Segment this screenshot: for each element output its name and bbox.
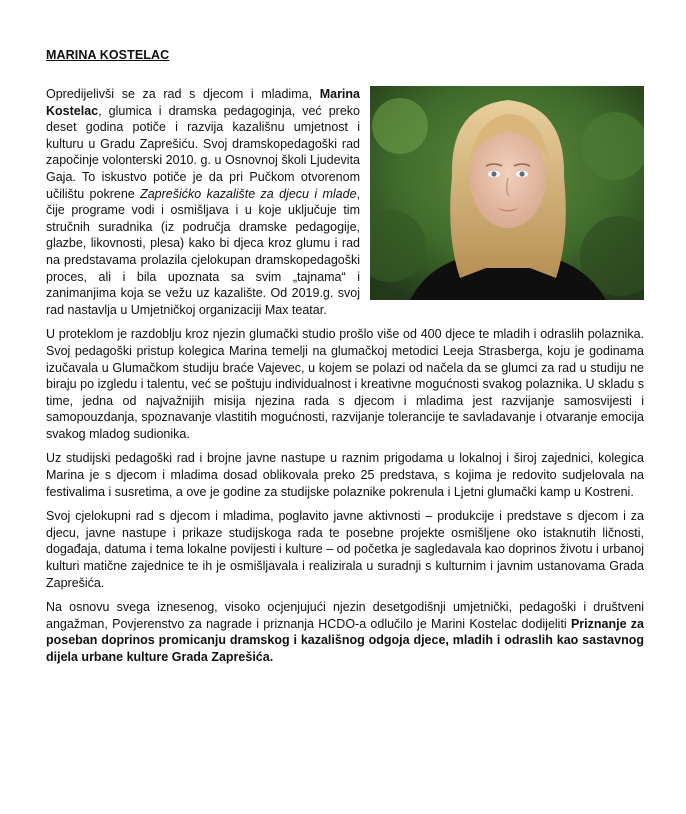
award-text-a: Na osnovu svega iznesenog, visoko ocjenjujući njezin desetgodišnji umjetnički, pedagoški i društveni angažman, Povjerenstvo za nagrade i priznanja HCDO-a odlučilo je Marini Kostelac dodijeliti [46, 600, 644, 631]
document-title: MARINA KOSTELAC [46, 48, 170, 62]
paragraph-studio: U proteklom je razdoblju kroz njezin glumački studio prošlo više od 400 djece te mladih i odraslih polaznika. Svoj pedagoški pristup kolegica Marina temelji na glumačkoj metodici Leeja Strasberga, koju je godinama izučavala u Glumačkom studiju braće Vajevec, u kojem se polazi od načela da se glumci za rad u studiju ne biraju po izgledu i talentu, već se poštuju individualnost i kreativne mogućnosti svakog polaznika. U skladu s time, jedna od najvažnijih misija njezina rada s djecom i mladima jest razvijanje samosvijesti i samopouzdanja, spoznavanje vlastitih mogućnosti, razvijanje tolerancije te savladavanje i otvaranje emocija svakog mladog sudionika. [46, 327, 644, 441]
intro-text-a: Opredijelivši se za rad s djecom i mladima, [46, 87, 320, 101]
paragraph-performances: Uz studijski pedagoški rad i brojne javne nastupe u raznim prigodama u lokalnoj i široj zajednici, kolegica Marina je s djecom i mladima dosad oblikovala preko 25 predstava, s kojima je redovito sudjelovala na festivalima i susretima, a ove je godine za studijske polaznike pokrenula i Ljetni glumački kamp u Kostreni. [46, 451, 644, 499]
paragraph-intro [46, 86, 644, 318]
theatre-name: Zaprešićko kazalište za djecu i mlade [140, 186, 357, 201]
paragraph-award [46, 599, 644, 665]
award-title: Priznanje za poseban doprinos promicanju dramskog i kazališnog odgoja djece, mladih i odraslih kao sastavnog dijela urbane kulture Grada Zaprešića. [46, 616, 645, 664]
intro-text-c: , čije programe vodi i osmišljava i u koje uključuje tim stručnih suradnika (iz područja dramske pedagogije, glazbe, likovnosti, plesa) kako bi djeca kroz glumu i rad na predstavama prolazila cjelokupan dramskopedagoški proces, ali i bila upoznata sa svim „tajnama“ i zanimanjima koja se vežu uz kazalište. Od 2019.g. svoj rad nastavlja u Umjetničkoj organizaciji Max teatar. [46, 186, 361, 317]
portrait-illustration [370, 86, 644, 300]
intro-text-b: , glumica i dramska pedagoginja, već preko deset godina potiče i razvija kazališnu umjetnost i kulturu u Gradu Zaprešiću. Svoj dramskopedagoški rad započinje volonterski 2010. g. u Osnovnoj školi Ljudevita Gaja. To iskustvo potiče je da pri Pučkom otvorenom učilištu pokrene [46, 103, 360, 201]
person-name: Marina Kostelac [46, 87, 360, 118]
paragraph-public-work: Svoj cjelokupni rad s djecom i mladima, poglavito javne aktivnosti – produkcije i predstave s djecom i za djecu, javne nastupe i prikaze studijskoga rada te posebne projekte osmišljene oko istaknutih ličnosti, događaja, datuma i tema lokalne povijesti i kulture – od početka je sagledavala kao doprinos životu i urbanoj kulturi matične zajednice te ih je osmišljavala i realizirala u suradnji s kulturnim i javnim ustanovama Grada Zaprešića. [46, 509, 644, 590]
portrait-photo [370, 86, 644, 300]
